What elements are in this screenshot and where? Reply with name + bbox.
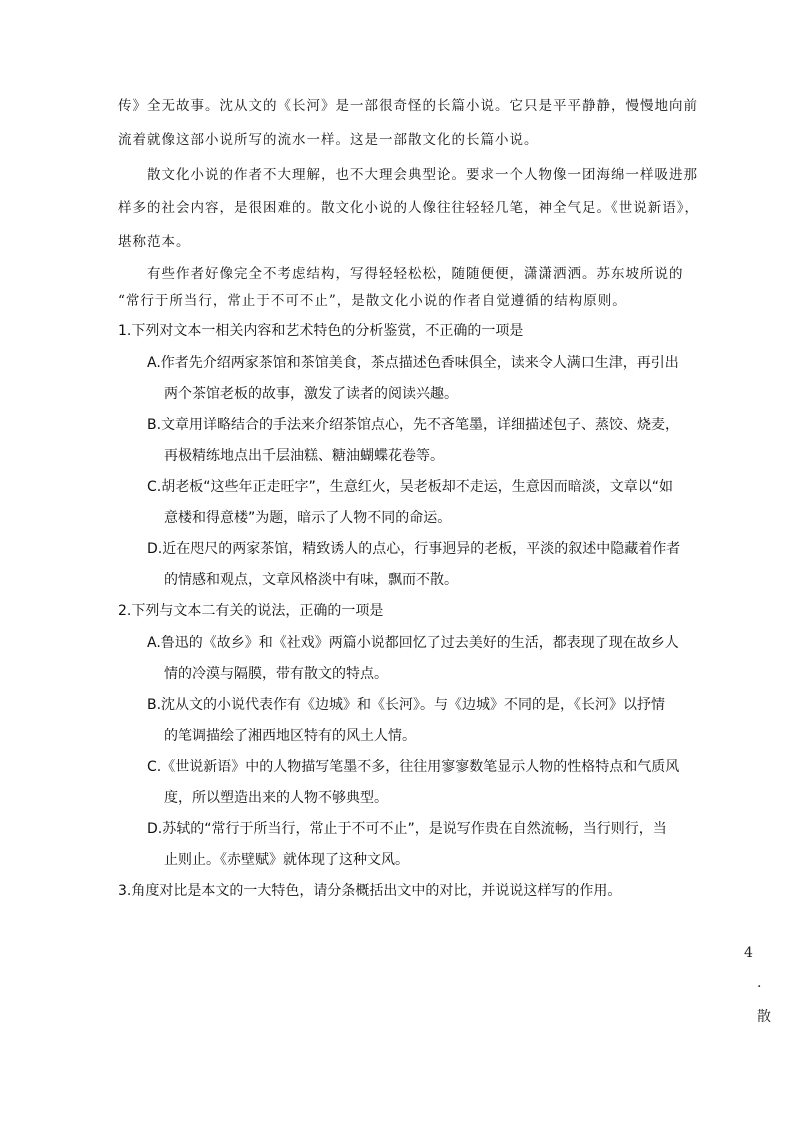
option-line: B.文章用详略结合的手法来介绍茶馆点心，先不吝笔墨，详细描述包子、蒸饺、烧麦， [147, 417, 680, 433]
option-line: 度，所以塑造出来的人物不够典型。 [164, 790, 388, 806]
option-line: A.鲁迅的《故乡》和《社戏》两篇小说都回忆了过去美好的生活，都表现了现在故乡人 [147, 635, 679, 651]
passage-line: 传》全无故事。沈从文的《长河》是一部很奇怪的长篇小说。它只是平平静静，慢慢地向前 [118, 98, 698, 114]
option-line: 情的冷漠与隔膜，带有散文的特点。 [164, 666, 388, 682]
passage-line: “常行于所当行，常止于不可不止”，是散文化小说的作者自觉遵循的结构原则。 [118, 293, 627, 309]
option-line: 意楼和得意楼”为题，暗示了人物不同的命运。 [164, 510, 452, 526]
option-line: C.《世说新语》中的人物描写笔墨不多，往往用寥寥数笔显示人物的性格特点和气质风 [147, 759, 680, 775]
passage-line: 散文化小说的作者不大理解，也不大理会典型论。要求一个人物像一团海绵一样吸进那 [147, 167, 698, 183]
option-line: B.沈从文的小说代表作有《边城》和《长河》。与《边城》不同的是，《长河》以抒情 [147, 697, 666, 713]
question-stem: 2.下列与文本二有关的说法，正确的一项是 [118, 603, 384, 619]
option-line: 两个茶馆老板的故事，激发了读者的阅读兴趣。 [164, 386, 458, 402]
option-line: 再极精练地点出千层油糕、糖油蝴蝶花卷等。 [164, 448, 444, 464]
option-line: C.胡老板“这些年正走旺字”，生意红火，吴老板却不走运，生意因而暗淡，文章以“如 [147, 479, 673, 495]
side-text: 散 [757, 1009, 771, 1025]
option-line: D.苏轼的“常行于所当行，常止于不可不止”，是说写作贵在自然流畅，当行则行，当 [147, 821, 667, 837]
option-line: 止则止。《赤壁赋》就体现了这种文风。 [164, 852, 409, 868]
option-line: 的情感和观点，文章风格淡中有味，飘而不散。 [164, 572, 458, 588]
side-text: 4 [744, 945, 753, 961]
option-line: 的笔调描绘了湘西地区特有的风土人情。 [164, 728, 416, 744]
passage-line: 样多的社会内容，是很困难的。散文化小说的人像往往轻轻几笔，神全气足。《世说新语》， [118, 200, 699, 216]
passage-line: 流着就像这部小说所写的流水一样。这是一部散文化的长篇小说。 [118, 132, 539, 148]
option-line: A.作者先介绍两家茶馆和茶馆美食，茶点描述色香味俱全，读来令人满口生津，再引出 [147, 355, 679, 371]
passage-line: 有些作者好像完全不考虑结构，写得轻轻松松，随随便便，潇潇洒洒。苏东坡所说的 [147, 266, 684, 282]
option-line: D.近在咫尺的两家茶馆，精致诱人的点心，行事迥异的老板，平淡的叙述中隐藏着作者 [147, 541, 681, 557]
question-stem: 3.角度对比是本文的一大特色，请分条概括出文中的对比，并说说这样写的作用。 [118, 883, 622, 899]
question-stem: 1.下列对文本一相关内容和艺术特色的分析鉴赏，不正确的一项是 [118, 323, 524, 339]
passage-line: 堪称范本。 [118, 234, 191, 250]
side-text: . [757, 975, 762, 991]
